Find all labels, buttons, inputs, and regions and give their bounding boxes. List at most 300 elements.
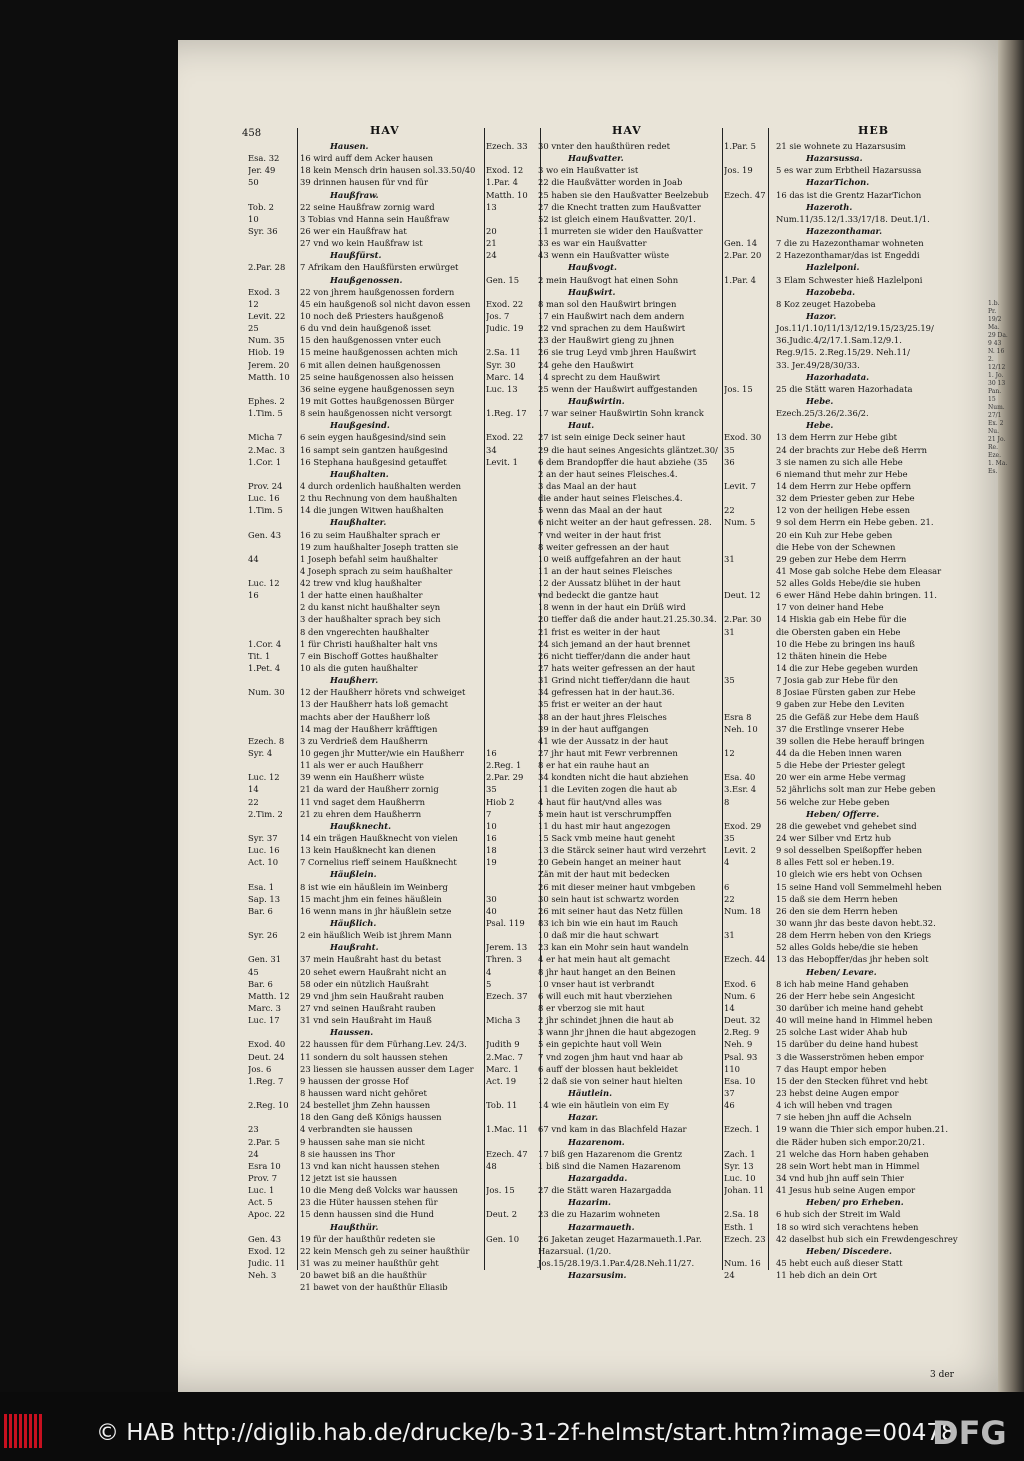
entry-reference: Num. 35 xyxy=(248,335,285,346)
index-entry xyxy=(724,1160,986,1172)
entry-reference: Ezech. 33 xyxy=(486,141,528,151)
entry-text: 26 wer ein Haußfraw hat xyxy=(300,225,407,236)
entry-reference: Exod. 12 xyxy=(486,165,524,176)
index-entry xyxy=(248,383,484,395)
index-entry xyxy=(248,1063,484,1075)
entry-reference: 16 xyxy=(248,590,259,601)
index-entry xyxy=(724,529,986,541)
entry-text: 22 von jhrem haußgenossen fordern xyxy=(300,286,455,297)
entry-text: Heben/ pro Erheben. xyxy=(806,1197,904,1208)
entry-text: 3 Elam Schwester hieß Hazlelponi xyxy=(776,274,923,285)
entry-text: 12 daß sie von seiner haut hielten xyxy=(538,1075,683,1086)
index-entry xyxy=(724,565,986,577)
entry-reference: 110 xyxy=(724,1063,740,1074)
entry-reference: Exod. 12 xyxy=(248,1245,286,1256)
entry-reference: Gen. 15 xyxy=(486,274,520,285)
entry-reference: Deut. 12 xyxy=(724,590,761,601)
entry-text: 20 sehet ewern Haußraht nicht an xyxy=(300,966,447,977)
index-entry xyxy=(248,480,484,492)
entry-text: 19 wann die Thier sich empor huben.21. xyxy=(776,1124,949,1135)
entry-text: 41 Jesus hub seine Augen empor xyxy=(776,1185,916,1196)
entry-reference: 2.Par. 5 xyxy=(248,1136,280,1147)
entry-text: 6 hub sich der Streit im Wald xyxy=(776,1209,901,1220)
entry-reference: Gen. 31 xyxy=(248,954,282,965)
entry-text: 10 die Hebe zu bringen ins hauß xyxy=(776,638,915,649)
index-entry xyxy=(248,310,484,322)
index-entry xyxy=(248,529,484,541)
index-entry xyxy=(486,310,720,322)
index-entry xyxy=(724,237,986,249)
entry-text: 10 weiß auffgefahren an der haut xyxy=(538,553,681,564)
entry-text: 3 Tobias vnd Hanna sein Haußfraw xyxy=(300,213,450,224)
entry-text: Haußwirt. xyxy=(568,286,616,297)
entry-text: 29 vnd jhm sein Haußraht rauben xyxy=(300,990,444,1001)
entry-text: 8 sie haussen ins Thor xyxy=(300,1148,396,1159)
index-entry xyxy=(248,1148,484,1160)
index-entry xyxy=(486,213,720,225)
entry-reference: 14 xyxy=(248,784,259,795)
index-entry xyxy=(724,1123,986,1135)
index-entry xyxy=(248,261,484,273)
index-entry xyxy=(248,1123,484,1135)
index-entry xyxy=(486,164,720,176)
index-entry xyxy=(248,1087,484,1099)
entry-text: Hebe. xyxy=(806,420,834,431)
index-entry xyxy=(248,286,484,298)
entry-text: 9 haussen sahe man sie nicht xyxy=(300,1136,425,1147)
entry-text: 20 wer ein arme Hebe vermag xyxy=(776,772,906,783)
entry-text: 5 ein gepichte haut voll Wein xyxy=(538,1039,662,1050)
entry-text: 25 die Stätt waren Hazorhadata xyxy=(776,383,913,394)
index-entry xyxy=(248,1014,484,1026)
index-heading xyxy=(724,395,986,407)
entry-text: 8 alles Fett sol er heben.19. xyxy=(776,857,895,868)
entry-reference: 1.Par. 5 xyxy=(724,141,756,151)
entry-text: 23 der Haußwirt gieng zu jhnen xyxy=(538,335,675,346)
index-column-1 xyxy=(248,140,484,1293)
entry-reference: Hiob 2 xyxy=(486,796,515,807)
entry-reference: Luc. 1 xyxy=(248,1185,275,1196)
entry-reference: Act. 10 xyxy=(248,857,279,868)
index-entry xyxy=(724,650,986,662)
entry-text: 37 mein Haußraht hast du betast xyxy=(300,954,442,965)
index-heading xyxy=(724,966,986,978)
entry-text: 30 wann jhr das beste davon hebt.32. xyxy=(776,918,936,928)
entry-text: 37 die Erstlinge vnserer Hebe xyxy=(776,723,905,734)
index-entry xyxy=(724,1136,986,1148)
index-entry xyxy=(724,638,986,650)
entry-text: Haußraht. xyxy=(330,942,379,953)
entry-text: 23 hebst deine Augen empor xyxy=(776,1087,899,1098)
index-entry xyxy=(724,1051,986,1063)
entry-text: 2 du kanst nicht haußhalter seyn xyxy=(300,602,441,613)
index-entry xyxy=(486,1123,720,1135)
index-entry xyxy=(486,480,720,492)
index-entry xyxy=(486,638,720,650)
index-entry xyxy=(248,456,484,468)
entry-reference: Matth. 10 xyxy=(248,371,290,382)
entry-text: 35 frist er weiter an der haut xyxy=(538,699,663,710)
index-entry xyxy=(248,686,484,698)
index-entry xyxy=(486,565,720,577)
entry-text: Hazezonthamar. xyxy=(806,225,883,236)
entry-reference: Prov. 7 xyxy=(248,1172,278,1183)
entry-text: 20 bawet biß an die haußthür xyxy=(300,1270,427,1281)
entry-reference: Jos. 15 xyxy=(724,383,753,394)
entry-text: Haußthür. xyxy=(330,1221,379,1232)
entry-text: 24 gehe den Haußwirt xyxy=(538,359,634,370)
entry-text: 16 sampt sein gantzen haußgesind xyxy=(300,444,448,455)
entry-reference: Act. 19 xyxy=(486,1075,517,1086)
entry-text: 22 haussen für dem Fürhang.Lev. 24/3. xyxy=(300,1039,467,1050)
index-entry xyxy=(724,468,986,480)
index-entry xyxy=(486,249,720,261)
index-entry xyxy=(248,1075,484,1087)
index-heading xyxy=(486,261,720,273)
entry-text: 41 Mose gab solche Hebe dem Eleasar xyxy=(776,565,942,576)
entry-reference: 22 xyxy=(724,893,735,904)
entry-text: 20 Gebein hanget an meiner haut xyxy=(538,857,681,868)
index-entry xyxy=(724,407,986,419)
entry-text: 22 vnd sprachen zu dem Haußwirt xyxy=(538,323,686,334)
index-heading xyxy=(248,516,484,528)
index-entry xyxy=(724,601,986,613)
entry-text: 7 Josia gab zur Hebe für den xyxy=(776,675,898,686)
index-heading xyxy=(248,674,484,686)
index-entry xyxy=(724,1111,986,1123)
entry-text: 33. Jer.49/28/30/33. xyxy=(776,359,860,370)
entry-text: Hausen. xyxy=(330,141,369,151)
entry-text: Hazorhadata. xyxy=(806,371,870,382)
index-entry xyxy=(486,383,720,395)
entry-reference: Hiob. 19 xyxy=(248,347,285,358)
entry-text: 33 es war ein Haußvatter xyxy=(538,238,647,249)
index-entry xyxy=(486,868,720,880)
index-entry xyxy=(724,1075,986,1087)
entry-text: Num.11/35.12/1.33/17/18. Deut.1/1. xyxy=(776,213,930,224)
index-entry xyxy=(486,990,720,1002)
entry-reference: 44 xyxy=(248,553,259,564)
index-entry xyxy=(486,541,720,553)
entry-reference: Act. 5 xyxy=(248,1197,273,1208)
index-entry xyxy=(248,1111,484,1123)
index-entry xyxy=(486,686,720,698)
index-entry xyxy=(724,444,986,456)
index-entry xyxy=(486,201,720,213)
index-entry xyxy=(248,565,484,577)
index-entry xyxy=(486,1148,720,1160)
entry-text: 34 gefressen hat in der haut.36. xyxy=(538,687,675,698)
entry-text: 8 haussen ward nicht gehöret xyxy=(300,1087,427,1098)
index-entry xyxy=(486,796,720,808)
index-entry xyxy=(248,577,484,589)
entry-text: 13 vnd kan nicht haussen stehen xyxy=(300,1160,440,1171)
index-entry xyxy=(724,844,986,856)
entry-text: 30 sein haut ist schwartz worden xyxy=(538,893,680,904)
entry-reference: Luc. 10 xyxy=(724,1172,756,1183)
entry-text: 6 du vnd dein haußgenoß isset xyxy=(300,323,431,334)
index-entry xyxy=(486,1002,720,1014)
index-entry xyxy=(724,1233,986,1245)
entry-text: Hazarsual. (1/20. xyxy=(538,1245,612,1256)
index-entry xyxy=(724,953,986,965)
entry-text: 27 hats weiter gefressen an der haut xyxy=(538,663,695,674)
entry-reference: 37 xyxy=(724,1087,735,1098)
entry-reference: 36 xyxy=(724,456,735,467)
index-entry xyxy=(724,577,986,589)
index-heading xyxy=(486,1196,720,1208)
index-heading xyxy=(724,419,986,431)
entry-text: die Obersten gaben ein Hebe xyxy=(776,626,901,637)
index-entry xyxy=(486,1075,720,1087)
index-entry xyxy=(486,905,720,917)
entry-reference: 4 xyxy=(724,857,730,868)
entry-reference: 31 xyxy=(724,930,735,941)
index-entry xyxy=(248,213,484,225)
entry-text: 8 sein haußgenossen nicht versorgt xyxy=(300,408,452,419)
index-entry xyxy=(486,1208,720,1220)
entry-reference: 1.Mac. 11 xyxy=(486,1124,529,1135)
index-entry xyxy=(486,359,720,371)
index-heading xyxy=(724,176,986,188)
index-entry xyxy=(486,1184,720,1196)
entry-reference: Luc. 17 xyxy=(248,1015,280,1026)
entry-text: 11 als wer er auch Haußherr xyxy=(300,760,424,771)
entry-reference: Deut. 2 xyxy=(486,1209,518,1220)
entry-text: 42 trew vnd klug haußhalter xyxy=(300,578,422,589)
entry-text: 7 vnd weiter in der haut frist xyxy=(538,529,661,540)
index-entry xyxy=(248,881,484,893)
index-entry xyxy=(486,941,720,953)
entry-text: 8 man sol den Haußwirt bringen xyxy=(538,298,677,309)
index-heading xyxy=(724,1245,986,1257)
entry-text: 11 murreten sie wider den Haußvatter xyxy=(538,225,703,236)
entry-reference: 35 xyxy=(724,675,735,686)
entry-reference: 2.Reg. 1 xyxy=(486,760,522,771)
entry-reference: 21 xyxy=(486,238,497,249)
index-entry xyxy=(486,1063,720,1075)
column-rule xyxy=(484,128,485,1270)
entry-reference: 46 xyxy=(724,1100,735,1111)
entry-text: 28 sein Wort hebt man in Himmel xyxy=(776,1160,920,1171)
entry-text: 12 der Aussatz blühet in der haut xyxy=(538,578,681,589)
entry-text: Haußknecht. xyxy=(330,820,391,831)
index-entry xyxy=(248,152,484,164)
entry-text: Haußhalten. xyxy=(330,468,389,479)
entry-text: 9 sol desselben Speißopffer heben xyxy=(776,845,922,856)
entry-reference: 10 xyxy=(248,213,259,224)
index-entry xyxy=(486,978,720,990)
entry-text: 13 dem Herrn zur Hebe gibt xyxy=(776,432,898,443)
entry-text: 15 Sack vmb meine haut geneht xyxy=(538,833,675,844)
index-heading xyxy=(248,868,484,880)
entry-reference: Gen. 14 xyxy=(724,238,758,249)
index-entry xyxy=(724,783,986,795)
entry-text: Hazobeba. xyxy=(806,286,856,297)
entry-reference: Judith 9 xyxy=(486,1039,520,1050)
index-entry xyxy=(248,1257,484,1269)
index-entry xyxy=(724,868,986,880)
index-entry xyxy=(248,407,484,419)
index-entry xyxy=(248,698,484,710)
entry-text: 10 daß mir die haut schwart xyxy=(538,930,659,941)
entry-reference: Num. 6 xyxy=(724,990,756,1001)
entry-text: 13 die Stärck seiner haut wird verzehrt xyxy=(538,845,706,856)
index-entry xyxy=(248,359,484,371)
index-entry xyxy=(248,771,484,783)
entry-text: 27 jhr haut mit Fewr verbrennen xyxy=(538,748,678,759)
index-heading xyxy=(248,917,484,929)
index-heading xyxy=(724,152,986,164)
index-entry xyxy=(248,371,484,383)
entry-text: 3 wo ein Haußvatter ist xyxy=(538,165,639,176)
entry-reference: Num. 30 xyxy=(248,687,285,698)
index-entry xyxy=(724,674,986,686)
index-entry xyxy=(248,1002,484,1014)
index-entry xyxy=(248,1208,484,1220)
index-heading xyxy=(248,249,484,261)
index-entry xyxy=(724,905,986,917)
entry-text: 10 gleich wie ers hebt von Ochsen xyxy=(776,869,923,880)
entry-reference: 1.Reg. 17 xyxy=(486,408,527,419)
entry-reference: Apoc. 22 xyxy=(248,1209,286,1220)
entry-text: 2 jhr schindet jhnen die haut ab xyxy=(538,1015,674,1026)
entry-text: 26 Jaketan zeuget Hazarmaueth.1.Par. xyxy=(538,1233,702,1244)
index-entry xyxy=(486,601,720,613)
index-entry xyxy=(486,274,720,286)
entry-text: 27 die Knecht tratten zum Haußvatter xyxy=(538,201,701,212)
index-entry xyxy=(248,1099,484,1111)
entry-text: 18 den Gang deß Königs haussen xyxy=(300,1112,442,1123)
entry-text: 15 macht jhm ein feines häußlein xyxy=(300,893,442,904)
entry-reference: 16 xyxy=(486,748,497,759)
entry-reference: 2.Sa. 11 xyxy=(486,347,521,358)
entry-text: 4 haut für haut/vnd alles was xyxy=(538,796,662,807)
entry-reference: 34 xyxy=(486,444,497,455)
entry-text: 30 darüber ich meine hand gehebt xyxy=(776,1002,924,1013)
entry-text: 11 an der haut seines Fleisches xyxy=(538,565,673,576)
entry-text: 22 die Haußvätter worden in Joab xyxy=(538,177,683,188)
entry-reference: Ephes. 2 xyxy=(248,395,285,406)
entry-text: 29 geben zur Hebe dem Herrn xyxy=(776,553,907,564)
index-heading xyxy=(248,820,484,832)
index-entry xyxy=(248,164,484,176)
index-heading xyxy=(248,419,484,431)
entry-text: Haußvatter. xyxy=(568,153,624,164)
entry-text: 4 er hat mein haut alt gemacht xyxy=(538,954,670,965)
entry-text: Hazarsussa. xyxy=(806,153,863,164)
entry-reference: Gen. 43 xyxy=(248,1233,282,1244)
entry-text: 11 heb dich an dein Ort xyxy=(776,1270,877,1281)
index-heading xyxy=(248,1026,484,1038)
index-entry xyxy=(248,966,484,978)
index-entry xyxy=(724,1002,986,1014)
entry-text: 15 daß sie dem Herrn heben xyxy=(776,893,898,904)
index-heading xyxy=(486,1136,720,1148)
index-entry xyxy=(486,747,720,759)
index-entry xyxy=(486,140,720,152)
index-entry xyxy=(486,371,720,383)
index-entry xyxy=(248,747,484,759)
index-heading xyxy=(486,1269,720,1281)
index-entry xyxy=(248,553,484,565)
entry-text: 8 er hat ein rauhe haut an xyxy=(538,760,650,771)
entry-text: 3 das Maal an der haut xyxy=(538,480,637,491)
entry-text: 45 hebt euch auß dieser Statt xyxy=(776,1257,903,1268)
index-entry xyxy=(486,1051,720,1063)
entry-text: Haußherr. xyxy=(330,675,379,686)
entry-reference: 7 xyxy=(486,808,492,819)
entry-text: Haußhalter. xyxy=(330,517,387,528)
entry-text: 1 für Christi haußhalter halt vns xyxy=(300,638,438,649)
index-entry xyxy=(486,613,720,625)
index-entry xyxy=(248,444,484,456)
index-entry xyxy=(486,856,720,868)
entry-text: 18 so wird sich verachtens heben xyxy=(776,1221,919,1232)
entry-text: 7 ein Bischoff Gottes haußhalter xyxy=(300,650,438,661)
index-entry xyxy=(724,856,986,868)
entry-reference: 4 xyxy=(486,966,492,977)
entry-reference: Deut. 24 xyxy=(248,1051,285,1062)
entry-reference: Marc. 3 xyxy=(248,1002,281,1013)
index-entry xyxy=(486,237,720,249)
entry-text: 10 gegen jhr Mutter/wie ein Haußherr xyxy=(300,748,464,759)
entry-text: 9 sol dem Herrn ein Hebe geben. 21. xyxy=(776,517,934,528)
entry-text: 14 die zur Hebe gegeben wurden xyxy=(776,663,918,674)
entry-reference: 3.Esr. 4 xyxy=(724,784,757,795)
index-entry xyxy=(248,832,484,844)
entry-text: 7 das Haupt empor heben xyxy=(776,1063,887,1074)
index-entry xyxy=(486,771,720,783)
index-entry xyxy=(248,759,484,771)
index-entry xyxy=(486,577,720,589)
index-heading xyxy=(724,261,986,273)
entry-text: 2 ein häußlich Weib ist jhrem Mann xyxy=(300,930,452,941)
index-heading xyxy=(486,152,720,164)
entry-text: 3 wann jhr jhnen die haut abgezogen xyxy=(538,1027,696,1038)
entry-text: Hazor. xyxy=(806,310,837,321)
index-entry xyxy=(248,1281,484,1293)
entry-text: 17 ein Haußwirt nach dem andern xyxy=(538,310,685,321)
entry-text: 8 weiter gefressen an der haut xyxy=(538,541,669,552)
entry-text: 28 dem Herrn heben von den Kriegs xyxy=(776,930,932,941)
index-heading xyxy=(724,286,986,298)
entry-text: Heben/ Discedere. xyxy=(806,1245,892,1256)
entry-text: 22 seine Haußfraw zornig ward xyxy=(300,201,435,212)
index-entry xyxy=(486,492,720,504)
index-entry xyxy=(724,589,986,601)
index-entry xyxy=(724,213,986,225)
entry-text: 17 biß gen Hazarenom die Grentz xyxy=(538,1148,683,1159)
index-entry xyxy=(486,893,720,905)
entry-reference: 12 xyxy=(248,298,259,309)
index-entry xyxy=(248,395,484,407)
index-column-3 xyxy=(724,140,986,1281)
index-entry xyxy=(486,298,720,310)
index-entry xyxy=(486,966,720,978)
entry-text: 25 solche Last wider Ahab hub xyxy=(776,1027,908,1038)
index-entry xyxy=(486,1038,720,1050)
index-entry xyxy=(248,504,484,516)
entry-text: 23 die zu Hazarim wohneten xyxy=(538,1209,661,1220)
index-entry xyxy=(248,1269,484,1281)
index-entry xyxy=(486,553,720,565)
entry-text: 25 seine haußgenossen also heissen xyxy=(300,371,454,382)
entry-text: 15 darüber du deine hand hubest xyxy=(776,1039,919,1050)
index-entry xyxy=(248,650,484,662)
entry-reference: 2.Mac. 3 xyxy=(248,444,285,455)
entry-text: 39 wenn ein Haußherr wüste xyxy=(300,772,425,783)
